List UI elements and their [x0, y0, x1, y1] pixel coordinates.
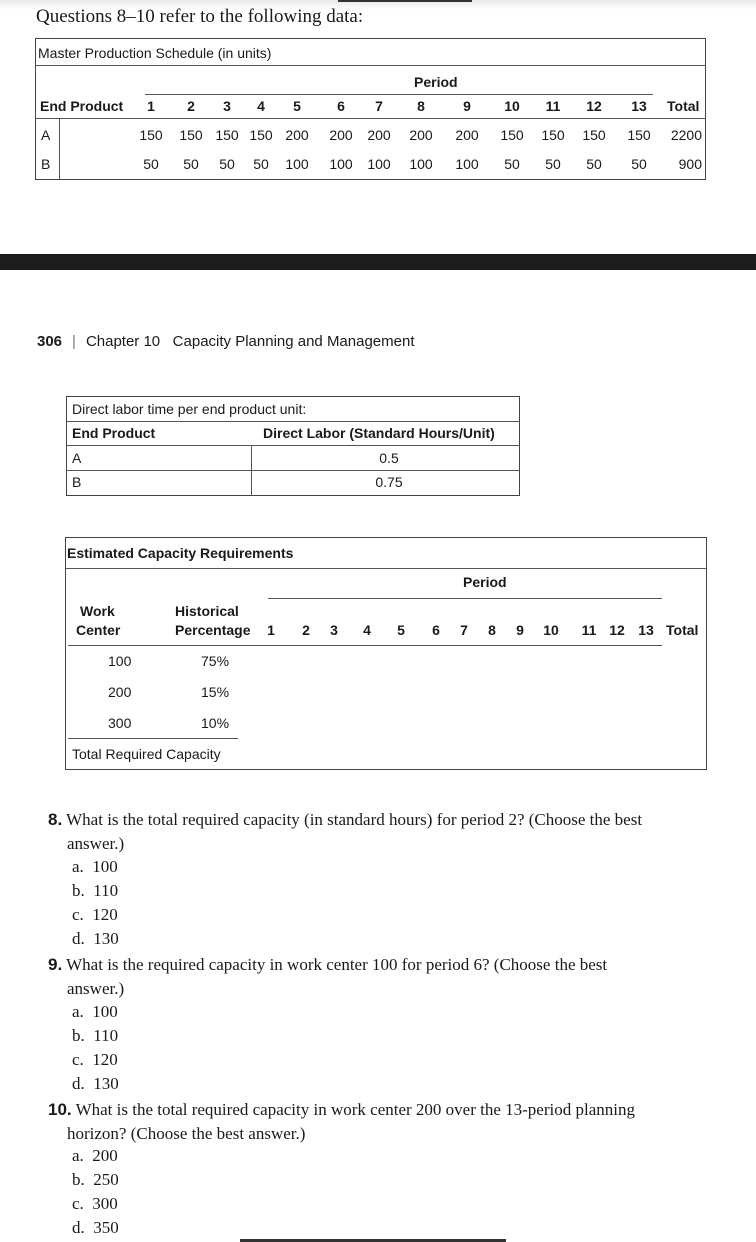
mps-cell: 100 — [409, 156, 433, 172]
mps-period-10: 10 — [504, 98, 520, 114]
mps-cell: 200 — [285, 127, 309, 143]
mps-period-2: 2 — [187, 98, 195, 114]
mps-period-12: 12 — [586, 98, 602, 114]
mps-end-product-label: End Product — [40, 98, 124, 114]
mps-caption-rule — [35, 65, 706, 66]
option-letter: c. — [72, 1194, 84, 1213]
mps-period-6: 6 — [337, 98, 345, 114]
top-rule — [338, 0, 472, 2]
ecr-center-300: 300 — [108, 715, 132, 731]
mps-cell: 200 — [367, 127, 391, 143]
chapter-title: Capacity Planning and Management — [172, 333, 415, 350]
question-8 — [48, 808, 642, 832]
mps-period-7: 7 — [375, 98, 383, 114]
question-9-line2: answer.) — [67, 979, 125, 998]
mps-cell: 150 — [249, 127, 273, 143]
mps-period-8: 8 — [417, 98, 425, 114]
ecr-period-1: 1 — [267, 622, 275, 638]
option-text: 110 — [93, 1026, 119, 1045]
mps-period-11: 11 — [545, 98, 561, 114]
mps-cell: 200 — [329, 127, 353, 143]
option-text: 110 — [93, 881, 119, 900]
labor-col-end-product: End Product — [72, 425, 156, 441]
mps-cell: 50 — [183, 156, 199, 172]
labor-header-rule — [66, 445, 520, 446]
ecr-caption: Estimated Capacity Requirements — [67, 545, 294, 561]
option-text: 130 — [93, 929, 119, 948]
labor-product-a: A — [72, 450, 82, 466]
mps-cell: 150 — [500, 127, 524, 143]
ecr-period-2: 2 — [302, 622, 310, 638]
option-text: 350 — [93, 1218, 119, 1237]
q8-option-d — [72, 929, 119, 949]
ecr-center-100: 100 — [108, 653, 132, 669]
question-text-line1: What is the total required capacity (in standard hours) for period 2? (Choose the best — [66, 810, 643, 829]
ecr-period-8: 8 — [488, 622, 496, 638]
q8-option-b — [72, 881, 118, 901]
q8-option-c — [72, 905, 118, 925]
page-divider-band — [0, 254, 756, 270]
mps-total-label: Total — [667, 98, 700, 114]
mps-cell: 150 — [139, 127, 163, 143]
q9-option-c — [72, 1050, 118, 1070]
page-number: 306 — [37, 333, 63, 350]
option-text: 100 — [92, 857, 118, 876]
option-text: 100 — [92, 1002, 118, 1021]
ecr-table — [65, 537, 707, 770]
q9-option-d — [72, 1074, 119, 1094]
question-8-line2: answer.) — [67, 834, 125, 853]
mps-product-divider — [59, 118, 60, 180]
option-letter: d. — [72, 1074, 85, 1093]
mps-cell: 150 — [215, 127, 239, 143]
mps-cell: 150 — [627, 127, 651, 143]
labor-hours-a: 0.5 — [379, 450, 399, 466]
ecr-pct-200: 15% — [201, 684, 230, 700]
labor-product-b: B — [72, 474, 82, 490]
labor-col-divider — [251, 445, 252, 496]
question-10 — [48, 1098, 635, 1122]
ecr-total-label: Total — [666, 622, 699, 638]
mps-cell: 50 — [143, 156, 159, 172]
mps-cell: 150 — [582, 127, 606, 143]
mps-period-9: 9 — [463, 98, 471, 114]
ecr-period-13: 13 — [638, 622, 654, 638]
labor-caption-rule — [66, 421, 520, 422]
option-letter: c. — [72, 905, 84, 924]
ecr-period-3: 3 — [330, 622, 338, 638]
mps-cell: 50 — [631, 156, 647, 172]
mps-row-total: 900 — [678, 156, 702, 172]
q9-option-a — [72, 1002, 118, 1022]
ecr-period-10: 10 — [543, 622, 559, 638]
question-number: 10. — [48, 1100, 72, 1119]
ecr-period-rule — [268, 598, 662, 599]
ecr-total-rule — [68, 738, 238, 739]
mps-cell: 150 — [179, 127, 203, 143]
ecr-total-required-label: Total Required Capacity — [72, 746, 221, 762]
ecr-period-12: 12 — [609, 622, 625, 638]
page-header-separator: | — [72, 333, 76, 350]
ecr-period-7: 7 — [460, 622, 468, 638]
ecr-work-label: Work — [80, 603, 115, 619]
mps-cell: 100 — [367, 156, 391, 172]
q8-option-a — [72, 857, 118, 877]
mps-cell: 50 — [219, 156, 235, 172]
mps-cell: 50 — [545, 156, 561, 172]
option-text: 250 — [93, 1170, 119, 1189]
option-text: 300 — [92, 1194, 118, 1213]
mps-row-total: 2200 — [670, 127, 702, 143]
ecr-period-6: 6 — [432, 622, 440, 638]
ecr-period-4: 4 — [363, 622, 371, 638]
question-number: 8. — [48, 810, 63, 829]
q10-option-a — [72, 1146, 118, 1166]
ecr-period-11: 11 — [581, 622, 597, 638]
ecr-pct-300: 10% — [201, 715, 230, 731]
option-text: 120 — [92, 905, 118, 924]
question-text-line1: What is the total required capacity in work center 200 over the 13-period planning — [75, 1100, 635, 1119]
ecr-historical-label: Historical — [175, 603, 239, 619]
ecr-percentage-label: Percentage — [175, 622, 251, 638]
mps-period-3: 3 — [223, 98, 231, 114]
mps-period-5: 5 — [293, 98, 301, 114]
intro-text: Questions 8–10 refer to the following data: — [36, 6, 364, 27]
mps-header-rule — [35, 118, 706, 119]
chapter-label: Chapter 10 — [85, 333, 161, 350]
labor-row-rule — [66, 470, 520, 471]
mps-period-label: Period — [414, 74, 458, 90]
ecr-center-label: Center — [76, 622, 121, 638]
q9-option-b — [72, 1026, 118, 1046]
mps-row-product: B — [41, 156, 51, 172]
mps-caption: Master Production Schedule (in units) — [38, 45, 272, 61]
mps-cell: 50 — [504, 156, 520, 172]
ecr-period-label: Period — [463, 574, 507, 590]
option-letter: d. — [72, 1218, 85, 1237]
mps-period-13: 13 — [631, 98, 647, 114]
q10-option-b — [72, 1170, 119, 1190]
mps-cell: 100 — [455, 156, 479, 172]
mps-cell: 200 — [409, 127, 433, 143]
option-letter: d. — [72, 929, 85, 948]
ecr-caption-rule — [65, 568, 707, 569]
mps-period-1: 1 — [147, 98, 155, 114]
mps-period-4: 4 — [257, 98, 265, 114]
mps-cell: 50 — [253, 156, 269, 172]
option-letter: a. — [72, 1146, 84, 1165]
ecr-pct-100: 75% — [201, 653, 230, 669]
question-text-line1: What is the required capacity in work center 100 for period 6? (Choose the best — [66, 955, 608, 974]
option-letter: b. — [72, 1170, 85, 1189]
question-number: 9. — [48, 955, 63, 974]
option-letter: a. — [72, 1002, 84, 1021]
question-10-line2: horizon? (Choose the best answer.) — [67, 1124, 306, 1143]
option-text: 120 — [92, 1050, 118, 1069]
mps-cell: 100 — [285, 156, 309, 172]
option-letter: a. — [72, 857, 84, 876]
option-letter: c. — [72, 1050, 84, 1069]
q10-option-d — [72, 1218, 119, 1238]
option-text: 130 — [93, 1074, 119, 1093]
option-text: 200 — [92, 1146, 118, 1165]
mps-cell: 150 — [541, 127, 565, 143]
labor-hours-b: 0.75 — [375, 474, 403, 490]
mps-cell: 50 — [586, 156, 602, 172]
mps-cell: 100 — [329, 156, 353, 172]
labor-caption: Direct labor time per end product unit: — [72, 401, 307, 417]
mps-row-product: A — [41, 127, 51, 143]
ecr-center-200: 200 — [108, 684, 132, 700]
ecr-period-9: 9 — [516, 622, 524, 638]
question-9 — [48, 953, 607, 977]
mps-period-rule — [145, 94, 653, 95]
ecr-header-rule — [68, 645, 662, 646]
ecr-period-5: 5 — [397, 622, 405, 638]
option-letter: b. — [72, 1026, 85, 1045]
mps-cell: 200 — [455, 127, 479, 143]
labor-col-direct-labor: Direct Labor (Standard Hours/Unit) — [263, 425, 495, 441]
option-letter: b. — [72, 881, 85, 900]
page-header — [37, 333, 415, 350]
q10-option-c — [72, 1194, 118, 1214]
